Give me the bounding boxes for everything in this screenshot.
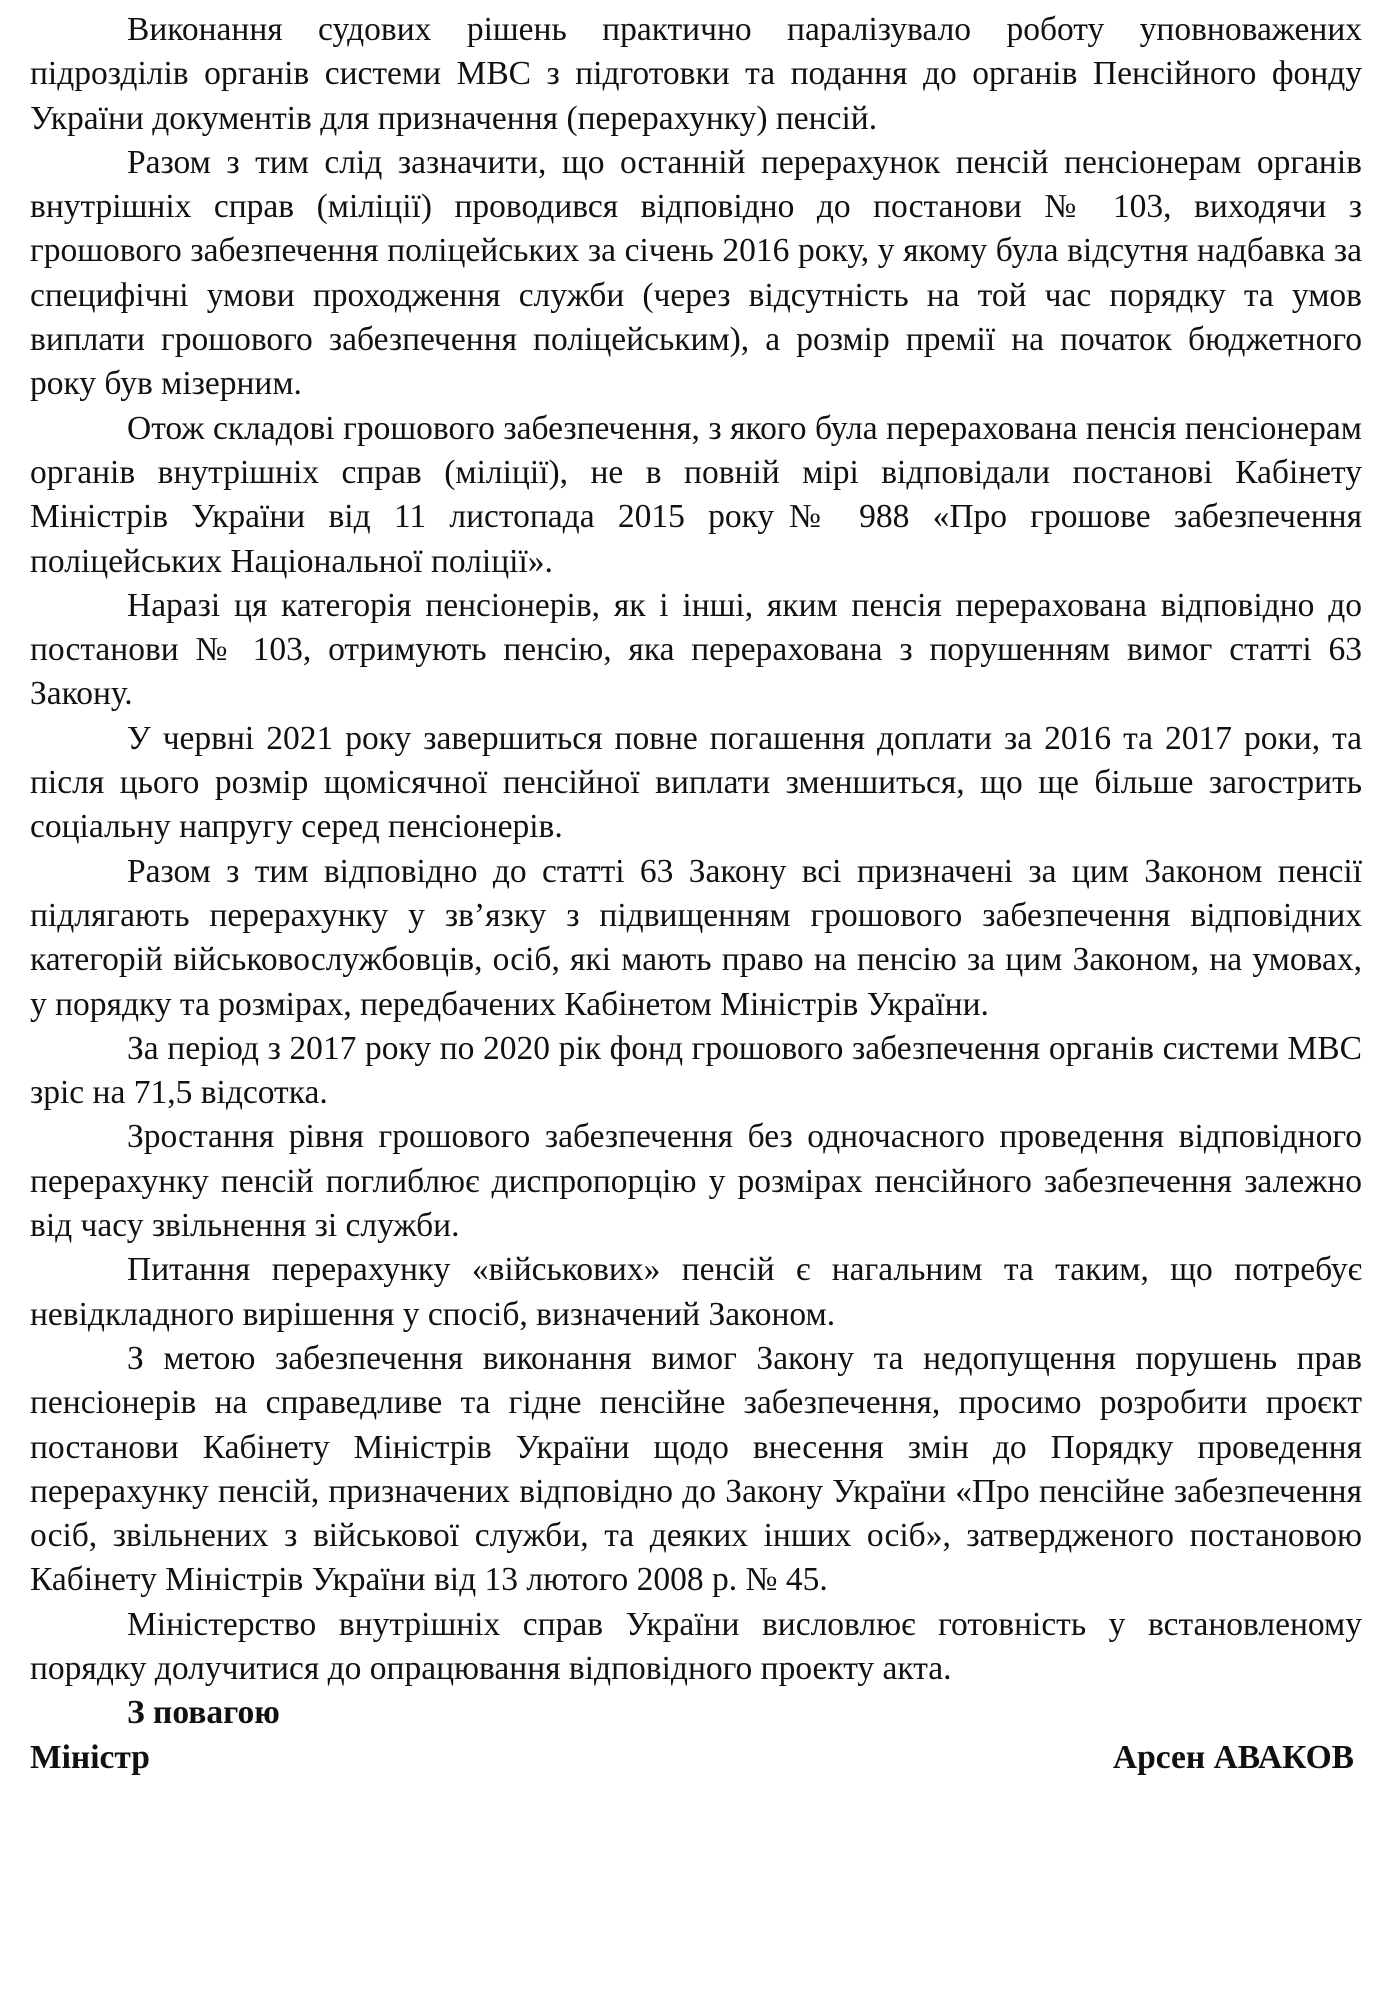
signatory-name: Арсен АВАКОВ: [1112, 1738, 1354, 1776]
paragraph-june-2021: У червні 2021 року завершиться повне погашення доплати за 2016 та 2017 роки, та після цього розмір щомісячної пенсійної виплати зменшиться, що ще більше загострить соціальну напругу серед пенсіонерів.: [30, 719, 1362, 846]
paragraph-disproportion: Зростання рівня грошового забезпечення без одночасного проведення відповідного перерахунку пенсій поглиблює диспропорцію у розмірах пенсійного забезпечення залежно від часу звільнення зі служби.: [30, 1118, 1362, 1245]
paragraph-readiness: Міністерство внутрішніх справ України висловлює готовність у встановленому порядку долучитися до опрацювання відповідного проекту акта.: [30, 1605, 1362, 1687]
signatory-title: Міністр: [30, 1738, 150, 1776]
paragraph-urgent-issue: Питання перерахунку «військових» пенсій є нагальним та таким, що потребує невідкладного вирішення у спосіб, визначений Законом.: [30, 1251, 1362, 1333]
paragraph-article-63: Разом з тим відповідно до статті 63 Закону всі призначені за цим Законом пенсії підлягають перерахунку у зв’язку з підвищенням грошового забезпечення відповідних категорій військовослужбовців, осіб, які мають право на пенсію за цим Законом, на умовах, у порядку та розмірах, передбачених Кабінетом Міністрів України.: [30, 852, 1362, 1023]
document-page: [30, 8, 1362, 1780]
signature-block: [30, 1736, 1362, 1780]
paragraph-court-decisions: Виконання судових рішень практично паралізувало роботу уповноважених підрозділів органів системи МВС з підготовки та подання до органів Пенсійного фонду України документів для призначення (перерахунку) пенсій.: [30, 11, 1362, 137]
paragraph-salary-components: Отож складові грошового забезпечення, з якого була перерахована пенсія пенсіонерам органів внутрішніх справ (міліції), не в повній мірі відповідали постанові Кабінету Міністрів України від 11 листопада 2015 року№ 988 «Про грошове забезпечення поліцейських Національної поліції».: [30, 409, 1362, 580]
paragraph-request: З метою забезпечення виконання вимог Закону та недопущення порушень прав пенсіонерів на справедливе та гідне пенсійне забезпечення, просимо розробити проєкт постанови Кабінету Міністрів України щодо внесення змін до Порядку проведення перерахунку пенсій, призначених відповідно до Закону України «Про пенсійне забезпечення осіб, звільнених з військової служби, та деяких інших осіб», затвердженого постановою Кабінету Міністрів України від 13 лютого 2008 р. № 45.: [30, 1339, 1362, 1599]
closing-salutation: З повагою: [127, 1694, 280, 1732]
paragraph-last-recalculation: Разом з тим слід зазначити, що останній перерахунок пенсій пенсіонерам органів внутрішніх справ (міліції) проводився відповідно до постанови № 103, виходячи з грошового забезпечення поліцейських за січень 2016 року, у якому була відсутня надбавка за специфічні умови проходження служби (через відсутність на той час порядку та умов виплати грошового забезпечення поліцейським), а розмір премії на початок бюджетного року був мізерним.: [30, 143, 1362, 403]
paragraph-fund-growth: За період з 2017 року по 2020 рік фонд грошового забезпечення органів системи МВС зріс на 71,5 відсотка.: [30, 1029, 1362, 1112]
paragraph-pensioner-category: Наразі ця категорія пенсіонерів, як і інші, яким пенсія перерахована відповідно до постанови № 103, отримують пенсію, яка перерахована з порушенням вимог статті 63 Закону.: [30, 586, 1362, 713]
